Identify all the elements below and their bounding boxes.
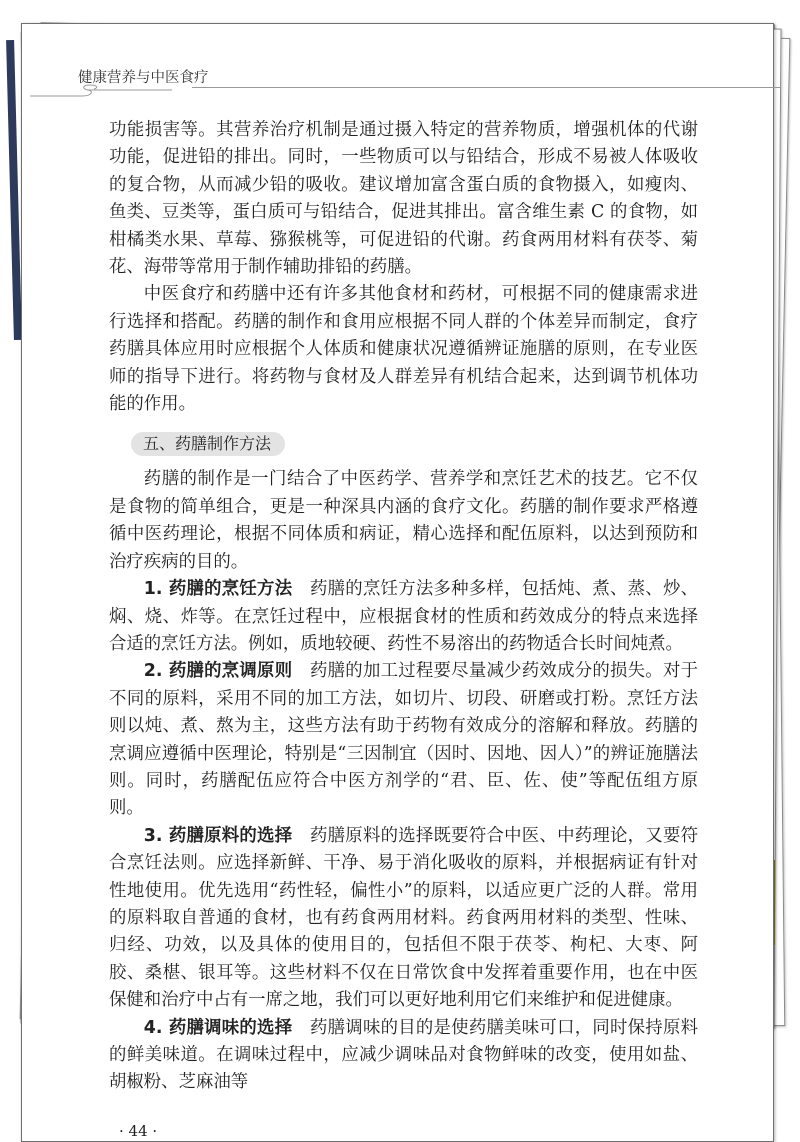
paragraph-text: 药膳的加工过程要尽量减少药效成分的损失。对于不同的原料，采用不同的加工方法，如切片、切段、研磨或打粉。烹饪方法则以炖、煮、熬为主，这些方法有助于药物有效成分的溶解和释放。药膳的烹调应遵循中医理论，特别是“三因制宜（因时、因地、因人）”的辨证施膳法则。同时，药膳配伍应符合中医方剂学的“君、臣、佐、使”等配伍组方原则。 [109, 661, 698, 819]
subheading: 4. 药膳调味的选择 [143, 1017, 293, 1038]
running-title: 健康营养与中医食疗 [78, 70, 209, 86]
paragraph [109, 466, 698, 576]
page-number: · 44 · [119, 1121, 158, 1140]
paragraph-text: 药膳原料的选择既要符合中医、中药理论，又要符合烹饪法则。应选择新鲜、干净、易于消化吸收的原料，并根据病证有针对性地使用。优先选用“药性轻，偏性小”的原料，以适应更广泛的人群。常用的原料取自普通的食材，也有药食两用材料。药食两用材料的类型、性味、归经、功效，以及具体的使用目的，包括但不限于茯苓、枸杞、大枣、阿胶、桑椹、银耳等。这些材料不仅在日常饮食中发挥着重要作用，也在中医保健和治疗中占有一席之地，我们可以更好地利用它们来维护和促进健康。 [109, 825, 698, 1011]
header-ornament-icon [22, 82, 197, 102]
subheading: 1. 药膳的烹饪方法 [143, 579, 293, 600]
page-content [109, 117, 698, 1141]
subheading: 3. 药膳原料的选择 [143, 825, 293, 846]
paragraph: 中医食疗和药膳中还有许多其他食材和药材，可根据不同的健康需求进行选择和搭配。药膳的制作和食用应根据不同人群的个体差异而制定，食疗药膳具体应用时应根据个人体质和健康状况遵循辨证施膳的原则，在专业医师的指导下进行。将药物与食材及人群差异有机结合起来，达到调节机体功能的作用。 [109, 284, 698, 415]
stacked-page-edge [6, 40, 22, 340]
section-heading: 五、药膳制作方法 [131, 432, 285, 456]
paragraph-text: 药膳的制作是一门结合了中医药学、营养学和烹饪艺术的技艺。它不仅是食物的简单组合，更是一种深具内涵的食疗文化。药膳的制作要求严格遵循中医药理论，根据不同体质和病证，精心选择和配伍原料，以达到预防和治疗疾病的目的。 [109, 469, 698, 572]
subheading: 2. 药膳的烹调原则 [143, 661, 293, 682]
paragraph-text: 药膳的烹饪方法多种多样，包括炖、煮、蒸、炒、焖、烧、炸等。在烹饪过程中，应根据食材的性质和药效成分的特点来选择合适的烹饪方法。例如，质地较硬、药性不易溶出的药物适合长时间炖煮。 [109, 579, 698, 654]
paragraph-text: 药膳调味的目的是使药膳美味可口，同时保持原料的鲜美味道。在调味过程中，应减少调味品对食物鲜味的改变，使用如盐、胡椒粉、芝麻油等 [109, 1017, 698, 1093]
header-rule [192, 87, 780, 88]
page-body [109, 117, 698, 1097]
paragraph [109, 1015, 698, 1097]
paragraph [109, 658, 698, 822]
paragraph [109, 576, 698, 658]
paragraph [109, 823, 698, 1015]
paragraph: 功能损害等。其营养治疗机制是通过摄入特定的营养物质，增强机体的代谢功能，促进铅的排出。同时，一些物质可以与铅结合，形成不易被人体吸收的复合物，从而减少铅的吸收。建议增加富含蛋白质的食物摄入，如瘦肉、鱼类、豆类等，蛋白质可与铅结合，促进其排出。富含维生素 C 的食物，如柑橘类水果、草莓、猕猴桃等，可促进铅的代谢。药食两用材料有茯苓、菊花、海带等常用于制作辅助排铅的药膳。 [109, 120, 698, 278]
book-page [21, 23, 774, 1142]
